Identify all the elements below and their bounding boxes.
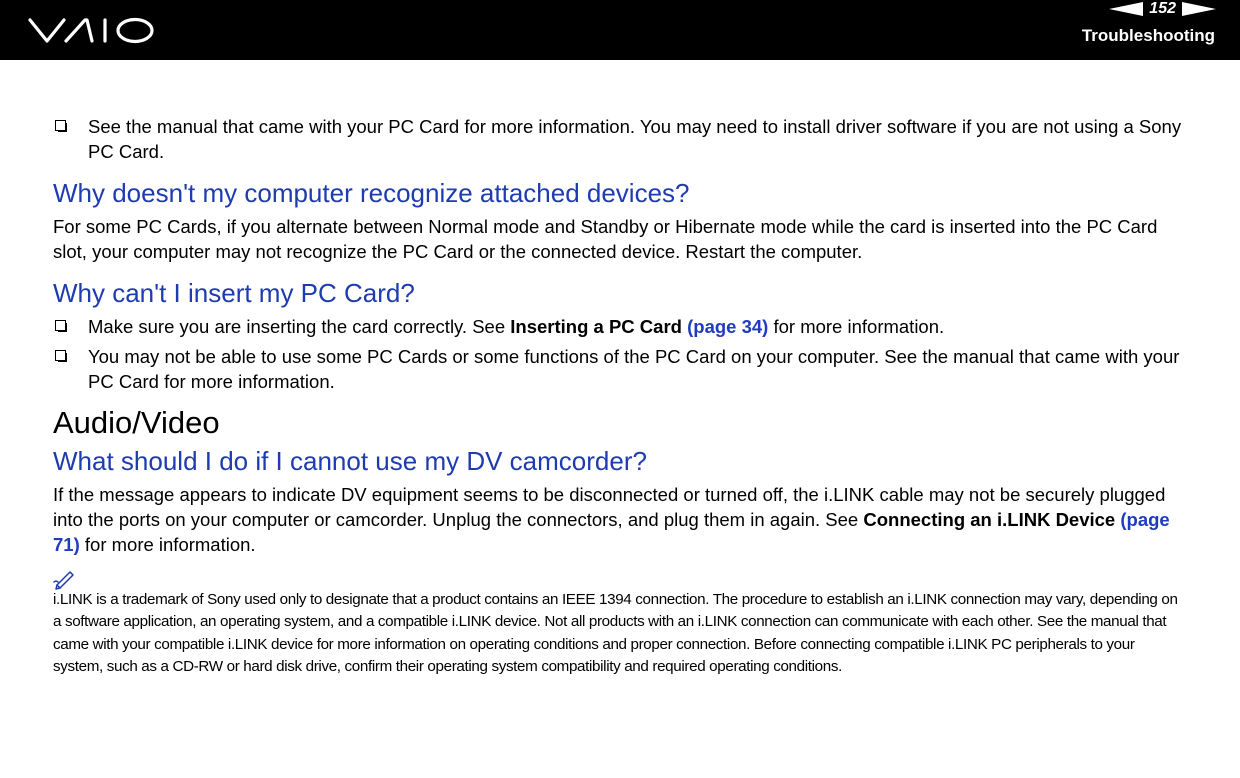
list-item-text: See the manual that came with your PC Card for more information. You may need to install driver software if you are not using a Sony PC Card. [88,116,1182,162]
question-heading: Why can't I insert my PC Card? [53,278,415,308]
checkbox-bullet-icon [55,120,66,131]
text-run: for more information. [79,534,256,555]
text-run: for more information. [768,316,945,337]
paragraph [53,482,1188,557]
checkbox-bullet-icon [55,350,66,361]
page-navigation [1109,0,1216,18]
note-block [53,570,1188,679]
note-pencil-icon [53,570,77,590]
section-title: Troubleshooting [1081,26,1215,45]
text-run: Make sure you are inserting the card correctly. See [88,316,511,337]
paragraph: For some PC Cards, if you alternate between Normal mode and Standby or Hibernate mode while the card is inserted into the PC Card slot, your computer may not recognize the PC Card or the connected device. Restart the computer. [53,216,1158,262]
bold-term: Connecting an i.LINK Device [863,509,1116,530]
list-item-text [88,316,944,337]
page-number: 152 [1149,0,1176,17]
page-header [0,0,1240,60]
note-text: i.LINK is a trademark of Sony used only to designate that a product contains an IEEE 1394 connection. The procedure to establish an i.LINK connection may vary, depending on a software application, an operating system, and a compatible i.LINK device. Not all products with an i.LINK connection can communicate with each other. See the manual that came with your compatible i.LINK device for more information on operating conditions and proper connection. Before connecting compatible i.LINK PC peripherals to your system, such as a CD-RW or hard disk drive, confirm their operating system compatibility and required operating conditions. [53,591,1178,676]
text-run: If the message appears to indicate DV equipment seems to be disconnected or turned off, the i.LINK cable may not be securely plugged into the ports on your computer or camcorder. Unplug the connectors, and plug them in again. See [53,484,1166,530]
page-link[interactable]: (page 34) [687,316,769,337]
list-item [53,344,1188,394]
list-item [53,314,1188,339]
vaio-logo [28,10,158,53]
section-heading: Audio/Video [53,405,220,440]
list-item-text: You may not be able to use some PC Cards or some functions of the PC Card on your computer. See the manual that came with your PC Card for more information. [88,346,1180,392]
list-item [53,114,1188,164]
next-page-arrow-icon[interactable] [1182,2,1216,16]
checkbox-bullet-icon [55,320,66,331]
page-content [53,114,1188,679]
previous-page-arrow-icon[interactable] [1109,2,1143,16]
question-heading: Why doesn't my computer recognize attached devices? [53,178,690,208]
question-heading: What should I do if I cannot use my DV camcorder? [53,446,647,476]
bold-term: Inserting a PC Card [510,316,682,337]
page-link[interactable]: (page 71) [53,509,1170,555]
